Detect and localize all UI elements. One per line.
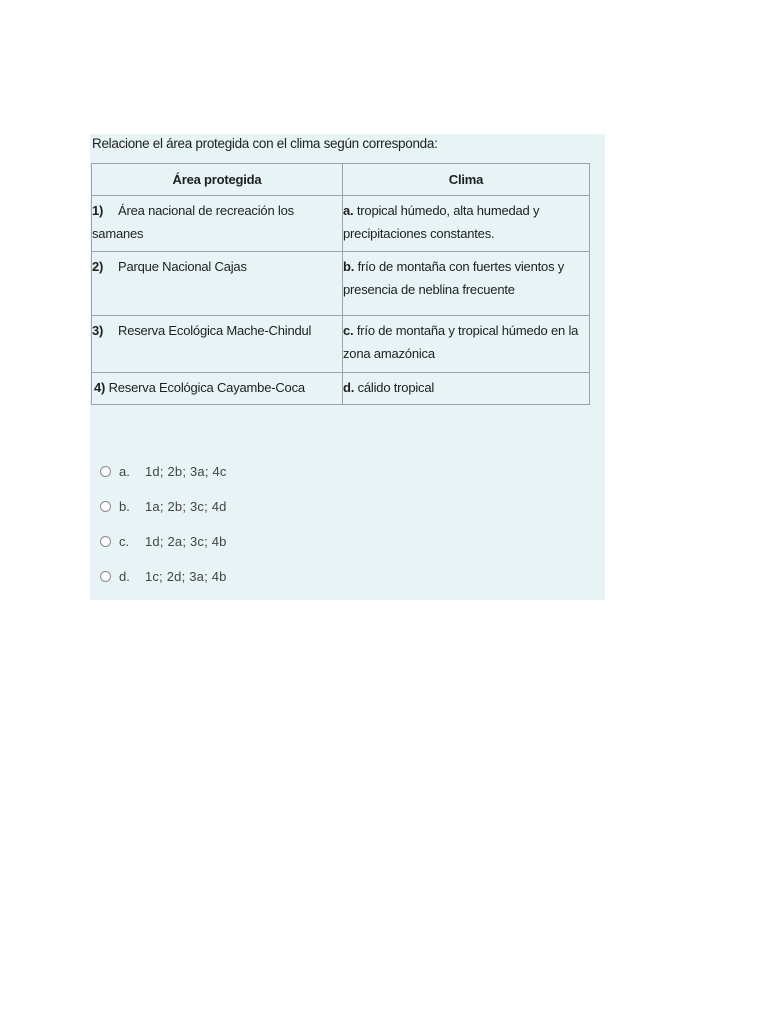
area-cell	[92, 373, 343, 405]
table-row	[92, 316, 590, 373]
table-header-row	[92, 164, 590, 196]
area-name: Reserva Ecológica Cayambe-Coca	[108, 380, 305, 395]
radio-button-icon[interactable]	[100, 466, 111, 477]
question-prompt: Relacione el área protegida con el clima según corresponda:	[92, 136, 438, 151]
clima-letter: a.	[343, 203, 354, 218]
clima-letter: d.	[343, 380, 355, 395]
option-letter: c.	[119, 534, 130, 549]
clima-letter: b.	[343, 259, 355, 274]
radio-button-icon[interactable]	[100, 536, 111, 547]
option-text: 1c; 2d; 3a; 4b	[145, 569, 227, 584]
area-cell	[92, 316, 343, 373]
clima-cell	[343, 316, 590, 373]
clima-text: frío de montaña y tropical húmedo en la zona amazónica	[343, 323, 579, 361]
area-cell	[92, 252, 343, 316]
option-text: 1a; 2b; 3c; 4d	[145, 499, 227, 514]
area-name: Parque Nacional Cajas	[118, 259, 247, 274]
radio-button-icon[interactable]	[100, 571, 111, 582]
column-header-clima: Clima	[343, 164, 590, 196]
row-number: 1)	[92, 203, 104, 218]
area-cell	[92, 196, 343, 252]
option-letter: a.	[119, 464, 130, 479]
clima-cell	[343, 252, 590, 316]
radio-button-icon[interactable]	[100, 501, 111, 512]
table-row	[92, 196, 590, 252]
option-c[interactable]	[100, 524, 227, 559]
clima-text: cálido tropical	[357, 380, 435, 395]
question-panel	[90, 134, 605, 600]
column-header-area: Área protegida	[92, 164, 343, 196]
option-letter: b.	[119, 499, 130, 514]
table-row	[92, 373, 590, 405]
clima-cell	[343, 373, 590, 405]
option-d[interactable]	[100, 559, 227, 594]
clima-letter: c.	[343, 323, 354, 338]
clima-text: tropical húmedo, alta humedad y precipitaciones constantes.	[343, 203, 540, 241]
table-row	[92, 252, 590, 316]
row-number: 4)	[94, 380, 106, 395]
row-number: 2)	[92, 259, 104, 274]
option-text: 1d; 2a; 3c; 4b	[145, 534, 227, 549]
option-letter: d.	[119, 569, 130, 584]
option-text: 1d; 2b; 3a; 4c	[145, 464, 227, 479]
answer-options	[100, 454, 227, 594]
clima-cell	[343, 196, 590, 252]
matching-table	[91, 163, 590, 405]
area-name: Reserva Ecológica Mache-Chindul	[118, 323, 312, 338]
option-a[interactable]	[100, 454, 227, 489]
row-number: 3)	[92, 323, 104, 338]
area-name: Área nacional de recreación los samanes	[92, 203, 294, 241]
clima-text: frío de montaña con fuertes vientos y presencia de neblina frecuente	[343, 259, 565, 297]
option-b[interactable]	[100, 489, 227, 524]
